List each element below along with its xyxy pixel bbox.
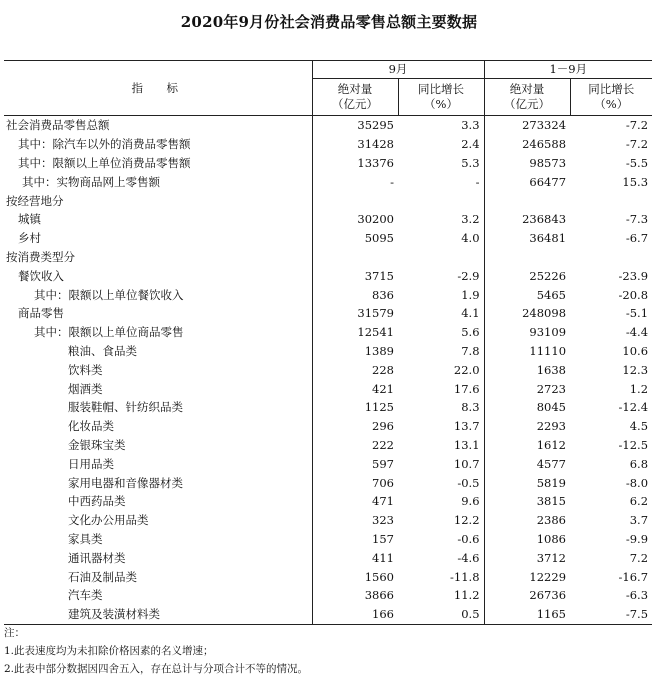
jan-sep-abs-value-cell: 66477 xyxy=(529,174,567,189)
jan-sep-growth-cell: -23.9 xyxy=(618,268,649,283)
jan-sep-growth-cell: 15.3 xyxy=(622,174,649,189)
sep-abs-value-cell: 30200 xyxy=(357,212,394,227)
table-row xyxy=(4,323,652,342)
sep-growth-cell: 4.1 xyxy=(398,304,484,323)
note-item: 1.此表速度均为未扣除价格因素的名义增速； xyxy=(4,645,214,657)
jan-sep-abs-value-cell: 98573 xyxy=(529,155,567,170)
jan-sep-growth-cell: -7.5 xyxy=(570,605,652,624)
row-label: 饮料类 xyxy=(4,360,312,379)
sep-abs-value-cell: 471 xyxy=(372,494,394,509)
jan-sep-abs-value-cell: 12229 xyxy=(529,569,567,584)
sep-abs-value-cell: 1125 xyxy=(364,400,394,415)
sep-growth-cell: 10.7 xyxy=(398,454,484,473)
table-row xyxy=(4,398,652,417)
sep-abs-value-cell: - xyxy=(390,174,394,189)
jan-sep-abs-value-cell: 26736 xyxy=(529,588,567,603)
jan-sep-abs-value-cell: 5465 xyxy=(536,287,567,302)
jan-sep-growth-cell: 6.2 xyxy=(629,494,649,509)
jan-sep-abs-value-cell: 273324 xyxy=(522,118,567,133)
sep-growth-cell: -11.8 xyxy=(398,567,484,586)
sep-abs-value-cell: 323 xyxy=(372,513,394,528)
sep-growth-cell: -2.9 xyxy=(398,266,484,285)
sep-abs-value-cell: 31428 xyxy=(357,137,394,152)
sep-growth-cell: 5.3 xyxy=(398,154,484,173)
table-row xyxy=(4,248,652,267)
table-row xyxy=(4,229,652,248)
table-header xyxy=(4,61,652,116)
jan-sep-abs-value-cell xyxy=(484,248,570,267)
table-row xyxy=(4,210,652,229)
table-row xyxy=(4,285,652,304)
jan-sep-growth-cell: -6.3 xyxy=(625,588,649,603)
table-row xyxy=(4,417,652,436)
sep-abs-value-cell: 411 xyxy=(372,550,394,565)
table-row xyxy=(4,567,652,586)
sep-growth-cell: 4.0 xyxy=(398,229,484,248)
growth-header-sep: 同比增长 （%） xyxy=(398,79,484,116)
sep-abs-value-cell: 12541 xyxy=(357,325,394,340)
sep-abs-value-cell: 166 xyxy=(312,605,398,624)
row-label: 其中：限额以上单位餐饮收入 xyxy=(4,285,312,304)
jan-sep-growth-cell: -9.9 xyxy=(625,531,649,546)
jan-sep-abs-value-cell: 25226 xyxy=(529,268,567,283)
sep-abs-value-cell: 296 xyxy=(372,419,394,434)
jan-sep-abs-value-cell: 3815 xyxy=(536,494,567,509)
sep-growth-cell: 12.2 xyxy=(398,511,484,530)
row-label: 家用电器和音像器材类 xyxy=(4,473,312,492)
jan-sep-growth-cell: 12.3 xyxy=(622,362,649,377)
jan-sep-growth-cell: -12.4 xyxy=(618,400,649,415)
table-row xyxy=(4,116,652,135)
table-row xyxy=(4,605,652,624)
row-label: 餐饮收入 xyxy=(4,266,312,285)
row-label: 家具类 xyxy=(4,530,312,549)
table-row xyxy=(4,511,652,530)
jan-sep-growth-cell xyxy=(570,191,652,210)
sep-growth-cell: -0.5 xyxy=(398,473,484,492)
sep-abs-value-cell: 3715 xyxy=(364,268,394,283)
row-label: 汽车类 xyxy=(4,586,312,605)
indicator-header: 指 标 xyxy=(4,61,312,116)
sep-abs-value-cell: 3866 xyxy=(364,588,394,603)
row-label: 粮油、食品类 xyxy=(4,342,312,361)
sep-growth-cell: 0.5 xyxy=(398,605,484,624)
sep-growth-cell: 9.6 xyxy=(398,492,484,511)
row-label: 通讯器材类 xyxy=(4,548,312,567)
table-row xyxy=(4,191,652,210)
abs-value-header-jan-sep: 绝对量 （亿元） xyxy=(484,79,570,116)
jan-sep-growth-cell: -7.3 xyxy=(625,212,649,227)
jan-sep-abs-value-cell: 1086 xyxy=(536,531,567,546)
row-label: 其中：实物商品网上零售额 xyxy=(4,172,312,191)
jan-sep-abs-value-cell: 3712 xyxy=(536,550,567,565)
jan-sep-growth-cell: 4.5 xyxy=(629,419,649,434)
jan-sep-abs-value-cell: 246588 xyxy=(522,137,567,152)
jan-sep-abs-value-cell: 2293 xyxy=(536,419,567,434)
sep-abs-value-cell xyxy=(312,191,398,210)
sep-abs-value-cell: 228 xyxy=(372,362,394,377)
jan-sep-abs-value-cell: 4577 xyxy=(536,456,567,471)
jan-sep-growth-cell: 3.7 xyxy=(629,513,649,528)
jan-sep-abs-value-cell: 1612 xyxy=(536,437,567,452)
row-label: 化妆品类 xyxy=(4,417,312,436)
row-label: 其中：除汽车以外的消费品零售额 xyxy=(4,135,312,154)
table-row xyxy=(4,454,652,473)
sep-growth-cell: 3.2 xyxy=(398,210,484,229)
table-row xyxy=(4,360,652,379)
jan-sep-growth-cell: -7.2 xyxy=(625,137,649,152)
growth-header-jan-sep: 同比增长 （%） xyxy=(570,79,652,116)
jan-sep-growth-cell: -4.4 xyxy=(625,325,649,340)
period-header-sep: 9月 xyxy=(312,61,484,79)
sep-abs-value-cell: 1560 xyxy=(364,569,394,584)
row-label: 其中：限额以上单位商品零售 xyxy=(4,323,312,342)
row-label: 文化办公用品类 xyxy=(4,511,312,530)
table-row xyxy=(4,548,652,567)
sep-growth-cell: 22.0 xyxy=(398,360,484,379)
sep-growth-cell xyxy=(398,191,484,210)
sep-growth-cell: 8.3 xyxy=(398,398,484,417)
sep-growth-cell: 13.7 xyxy=(398,417,484,436)
jan-sep-abs-value-cell: 2723 xyxy=(536,381,567,396)
sep-abs-value-cell: 5095 xyxy=(364,231,394,246)
sep-abs-value-cell: 706 xyxy=(372,475,394,490)
sep-abs-value-cell: 1389 xyxy=(364,343,394,358)
table-row xyxy=(4,342,652,361)
jan-sep-abs-value-cell: 8045 xyxy=(536,400,567,415)
sep-growth-cell: 17.6 xyxy=(398,379,484,398)
jan-sep-growth-cell: -5.1 xyxy=(625,306,649,321)
row-label: 烟酒类 xyxy=(4,379,312,398)
sep-growth-cell: 7.8 xyxy=(398,342,484,361)
row-label: 按经营地分 xyxy=(4,191,312,210)
jan-sep-abs-value-cell xyxy=(484,191,570,210)
table-row xyxy=(4,135,652,154)
jan-sep-abs-value-cell: 1165 xyxy=(484,605,570,624)
jan-sep-growth-cell: -16.7 xyxy=(618,569,649,584)
page-title: 2020年9月份社会消费品零售总额主要数据 xyxy=(180,13,478,31)
row-label: 其中：限额以上单位消费品零售额 xyxy=(4,154,312,173)
sep-abs-value-cell: 597 xyxy=(372,456,394,471)
sep-growth-cell: - xyxy=(398,172,484,191)
row-label: 金银珠宝类 xyxy=(4,436,312,455)
sep-growth-cell: 5.6 xyxy=(398,323,484,342)
table-row xyxy=(4,172,652,191)
table-row xyxy=(4,304,652,323)
sep-abs-value-cell xyxy=(312,248,398,267)
jan-sep-growth-cell: 1.2 xyxy=(629,381,649,396)
table-row xyxy=(4,492,652,511)
row-label: 社会消费品零售总额 xyxy=(4,116,312,135)
jan-sep-growth-cell: 10.6 xyxy=(622,343,649,358)
table-row xyxy=(4,379,652,398)
table-row xyxy=(4,473,652,492)
table-row xyxy=(4,154,652,173)
sep-growth-cell: 2.4 xyxy=(398,135,484,154)
row-label: 石油及制品类 xyxy=(4,567,312,586)
jan-sep-abs-value-cell: 36481 xyxy=(529,231,567,246)
jan-sep-abs-value-cell: 1638 xyxy=(536,362,567,377)
sep-growth-cell: 11.2 xyxy=(398,586,484,605)
sep-growth-cell: 13.1 xyxy=(398,436,484,455)
table-row xyxy=(4,436,652,455)
row-label: 服装鞋帽、针纺织品类 xyxy=(4,398,312,417)
table-body xyxy=(4,116,652,625)
jan-sep-abs-value-cell: 93109 xyxy=(529,325,567,340)
sep-abs-value-cell: 421 xyxy=(372,381,394,396)
sep-abs-value-cell: 157 xyxy=(372,531,394,546)
jan-sep-growth-cell: 7.2 xyxy=(629,550,649,565)
row-label: 日用品类 xyxy=(4,454,312,473)
abs-value-header-sep: 绝对量 （亿元） xyxy=(312,79,398,116)
row-label: 建筑及装潢材料类 xyxy=(4,605,312,624)
sep-abs-value-cell: 35295 xyxy=(357,118,394,133)
jan-sep-growth-cell: -5.5 xyxy=(625,155,649,170)
sep-growth-cell: -4.6 xyxy=(398,548,484,567)
sep-abs-value-cell: 31579 xyxy=(357,306,394,321)
row-label: 城镇 xyxy=(4,210,312,229)
row-label: 商品零售 xyxy=(4,304,312,323)
sep-growth-cell: 1.9 xyxy=(398,285,484,304)
jan-sep-growth-cell: -12.5 xyxy=(618,437,649,452)
row-label: 按消费类型分 xyxy=(4,248,312,267)
row-label: 乡村 xyxy=(4,229,312,248)
sep-growth-cell xyxy=(398,248,484,267)
sep-growth-cell: 3.3 xyxy=(398,116,484,135)
jan-sep-growth-cell: 6.8 xyxy=(629,456,649,471)
notes-heading: 注： xyxy=(4,627,25,639)
jan-sep-growth-cell xyxy=(570,248,652,267)
period-header-jan-sep: 1－9月 xyxy=(484,61,652,79)
retail-sales-table xyxy=(4,60,652,625)
table-row xyxy=(4,586,652,605)
sep-abs-value-cell: 222 xyxy=(372,437,394,452)
sep-abs-value-cell: 13376 xyxy=(357,155,394,170)
row-label: 中西药品类 xyxy=(4,492,312,511)
sep-abs-value-cell: 836 xyxy=(372,287,394,302)
table-row xyxy=(4,530,652,549)
jan-sep-abs-value-cell: 5819 xyxy=(536,475,567,490)
jan-sep-abs-value-cell: 236843 xyxy=(522,212,567,227)
jan-sep-abs-value-cell: 11110 xyxy=(529,343,567,358)
jan-sep-growth-cell: -8.0 xyxy=(625,475,649,490)
jan-sep-growth-cell: -7.2 xyxy=(625,118,649,133)
notes xyxy=(4,624,308,678)
jan-sep-abs-value-cell: 248098 xyxy=(522,306,567,321)
jan-sep-growth-cell: -6.7 xyxy=(625,231,649,246)
table-row xyxy=(4,266,652,285)
jan-sep-abs-value-cell: 2386 xyxy=(536,513,567,528)
jan-sep-growth-cell: -20.8 xyxy=(618,287,649,302)
sep-growth-cell: -0.6 xyxy=(398,530,484,549)
note-item: 2.此表中部分数据因四舍五入，存在总计与分项合计不等的情况。 xyxy=(4,663,309,675)
